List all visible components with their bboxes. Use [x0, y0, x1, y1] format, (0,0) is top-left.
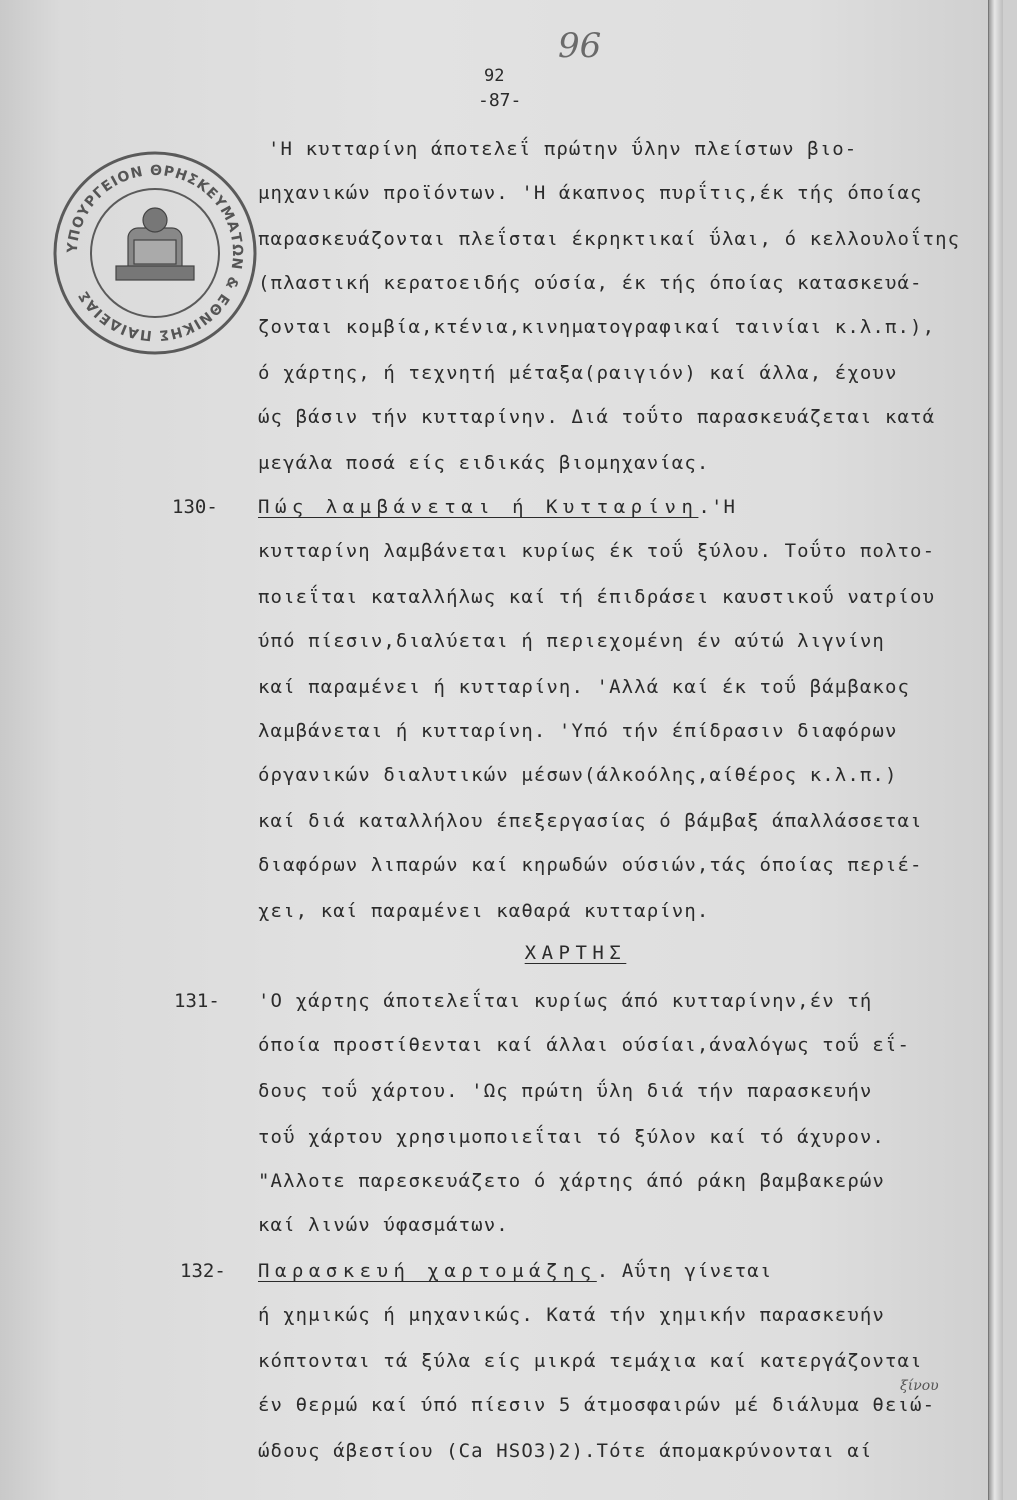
text-line: χει, καί παραμένει καθαρά κυτταρίνη. — [258, 900, 710, 922]
text-line: λαμβάνεται ή κυτταρίνη. 'Υπό τήν έπίδρασιν διαφόρων — [258, 720, 898, 742]
stamp-text: ΥΠΟΥΡΓΕΙΟΝ ΘΡΗΣΚΕΥΜΑΤΩΝ & ΕΘΝΙΚΗΣ ΠΑΙΔΕΙΑΣ — [64, 162, 246, 344]
ministry-seal-stamp — [50, 148, 260, 358]
text-line: καί λινών ύφασμάτων. — [258, 1214, 509, 1236]
text-line: όποία προστίθενται καί άλλαι ούσίαι,άναλόγως τοΰ εΐ- — [258, 1034, 911, 1056]
text-line: παρασκευάζονται πλεΐσται έκρηκτικαί ΰλαι, ό κελλουλοΐτης — [258, 228, 961, 250]
page-edge — [988, 0, 1003, 1500]
text-line: ζονται κομβία,κτένια,κινηματογραφικαί ταινίαι κ.λ.π.), — [258, 316, 936, 338]
handwritten-page-number: 96 — [558, 26, 602, 66]
text-line: ποιεΐται καταλλήλως καί τή έπιδράσει καυστικοΰ νατρίου — [258, 586, 936, 608]
section-130-title: Πώς λαμβάνεται ή Κυτταρίνη — [258, 496, 699, 518]
page-number-top: 92 — [484, 66, 505, 86]
text-line: δους τοΰ χάρτου. 'Ως πρώτη ΰλη διά τήν παρασκευήν — [258, 1080, 873, 1102]
text-line: καί διά καταλλήλου έπεξεργασίας ό βάμβαξ άπαλλάσσεται — [258, 810, 923, 832]
text-line: 'Η κυτταρίνη άποτελεΐ πρώτην ΰλην πλείστων βιο- — [268, 138, 858, 160]
section-132-title-rest: . Αΰτη γίνεται — [596, 1260, 773, 1282]
section-number-131: 131- — [174, 990, 220, 1012]
text-line: μηχανικών προϊόντων. 'Η άκαπνος πυρΐτις,έκ τής όποίας — [258, 182, 923, 204]
section-132-heading-line — [258, 1260, 772, 1282]
handwritten-margin-note: ξίνου — [900, 1378, 939, 1394]
text-line: (πλαστική κερατοειδής ούσία, έκ τής όποίας κατασκευά- — [258, 272, 923, 294]
text-line: έν θερμώ καί ύπό πίεσιν 5 άτμοσφαιρών μέ διάλυμα θειώ- — [258, 1394, 936, 1416]
page-number: -87- — [478, 90, 522, 111]
text-line: καί παραμένει ή κυτταρίνη. 'Αλλά καί έκ τοΰ βάμβακος — [258, 676, 911, 698]
section-number-132: 132- — [180, 1260, 226, 1282]
text-line: ή χημικώς ή μηχανικώς. Κατά τήν χημικήν παρασκευήν — [258, 1304, 885, 1326]
text-line: κυτταρίνη λαμβάνεται κυρίως έκ τοΰ ξύλου. Τοΰτο πολτο- — [258, 540, 936, 562]
text-line: "Αλλοτε παρεσκευάζετο ό χάρτης άπό ράκη βαμβακερών — [258, 1170, 885, 1192]
section-130-heading-line — [258, 496, 736, 518]
section-130-title-rest: .'Η — [698, 496, 737, 518]
text-line: κόπτονται τά ξύλα είς μικρά τεμάχια καί κατεργάζονται — [258, 1350, 923, 1372]
text-line: 'Ο χάρτης άποτελεΐται κυρίως άπό κυτταρίνην,έν τή — [258, 990, 873, 1012]
text-line: ώδους άβεστίου (Ca HSO3)2).Τότε άπομακρύνονται αί — [258, 1440, 873, 1462]
section-132-title: Παρασκευή χαρτομάζης — [258, 1260, 597, 1282]
text-line: μεγάλα ποσά είς ειδικάς βιομηχανίας. — [258, 452, 710, 474]
text-line: διαφόρων λιπαρών καί κηρωδών ούσιών,τάς όποίας περιέ- — [258, 854, 923, 876]
text-line: τοΰ χάρτου χρησιμοποιεΐται τό ξύλον καί τό άχυρον. — [258, 1126, 885, 1148]
crest-icon — [116, 208, 194, 280]
section-number-130: 130- — [172, 496, 218, 518]
text-line: ύπό πίεσιν,διαλύεται ή περιεχομένη έν αύτώ λιγνίνη — [258, 630, 885, 652]
text-line: ώς βάσιν τήν κυτταρίνην. Διά τοΰτο παρασκευάζεται κατά — [258, 406, 936, 428]
text-line: ό χάρτης, ή τεχνητή μέταξα(ραιγιόν) καί άλλα, έχουν — [258, 362, 898, 384]
chapter-heading: ΧΑΡΤΗΣ — [524, 942, 627, 964]
text-line: όργανικών διαλυτικών μέσων(άλκοόλης,αίθέρος κ.λ.π.) — [258, 764, 898, 786]
